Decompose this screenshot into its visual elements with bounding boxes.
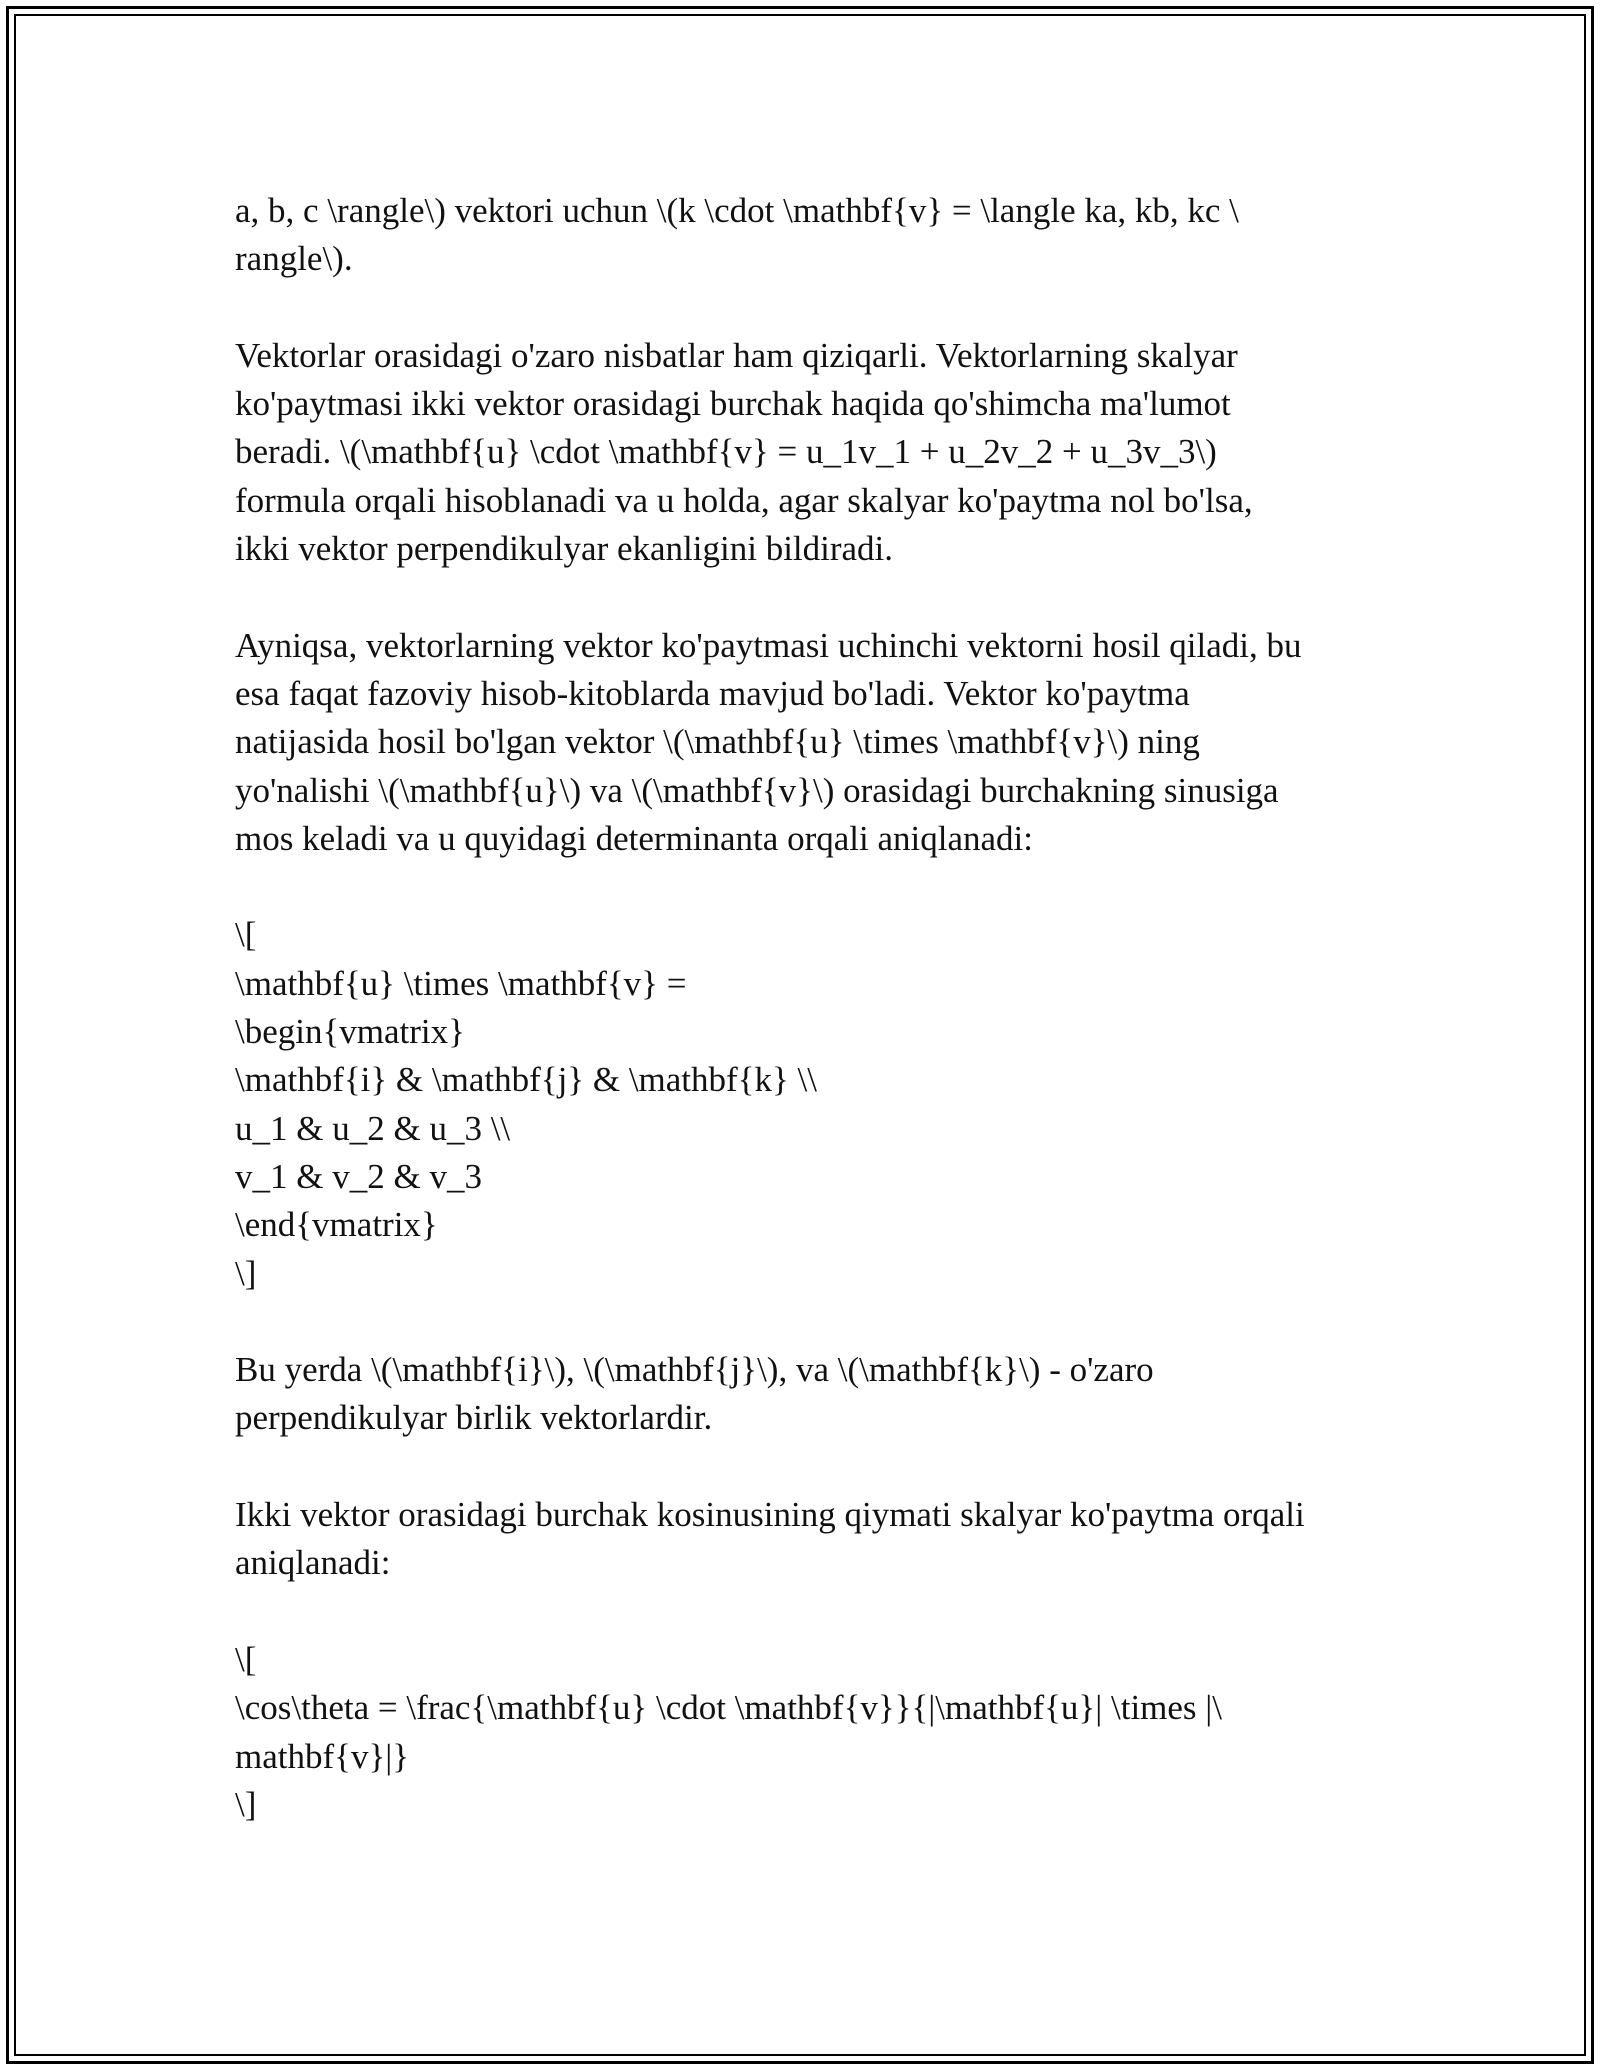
document-body <box>235 187 1375 1829</box>
text-line: Bu yerda \(\mathbf{i}\), \(\mathbf{j}\), va \(\mathbf{k}\) - o'zaro <box>235 1350 1154 1390</box>
text-line: ko'paytmasi ikki vektor orasidagi burchak haqida qo'shimcha ma'lumot <box>235 384 1231 424</box>
paragraph <box>235 1636 1375 1829</box>
text-line: \[ <box>235 1639 257 1679</box>
text-line: mathbf{v}|} <box>235 1736 410 1776</box>
text-line: \mathbf{i} & \mathbf{j} & \mathbf{k} \\ <box>235 1060 817 1100</box>
text-line: natijasida hosil bo'lgan vektor \(\mathbf{u} \times \mathbf{v}\) ning <box>235 722 1200 762</box>
text-line: ikki vektor perpendikulyar ekanligini bildiradi. <box>235 529 894 569</box>
text-line: yo'nalishi \(\mathbf{u}\) va \(\mathbf{v}\) orasidagi burchakning sinusiga <box>235 770 1279 810</box>
paragraph <box>235 332 1375 573</box>
text-line: u_1 & u_2 & u_3 \\ <box>235 1108 511 1148</box>
text-line: beradi. \(\mathbf{u} \cdot \mathbf{v} = u_1v_1 + u_2v_2 + u_3v_3\) <box>235 432 1217 472</box>
text-line: perpendikulyar birlik vektorlardir. <box>235 1398 713 1438</box>
text-line: rangle\). <box>235 239 353 279</box>
text-line: \] <box>235 1253 257 1293</box>
text-line: \end{vmatrix} <box>235 1205 438 1245</box>
paragraph <box>235 911 1375 1297</box>
text-line: \cos\theta = \frac{\mathbf{u} \cdot \mathbf{v}}{|\mathbf{u}| \times |\ <box>235 1688 1223 1728</box>
text-line: \mathbf{u} \times \mathbf{v} = <box>235 963 687 1003</box>
text-line: Ikki vektor orasidagi burchak kosinusining qiymati skalyar ko'paytma orqali <box>235 1495 1305 1535</box>
text-line: Ayniqsa, vektorlarning vektor ko'paytmasi uchinchi vektorni hosil qiladi, bu <box>235 625 1302 665</box>
paragraph <box>235 1346 1375 1443</box>
paragraph <box>235 187 1375 284</box>
text-line: aniqlanadi: <box>235 1543 391 1583</box>
paragraph <box>235 1491 1375 1588</box>
text-line: esa faqat fazoviy hisob-kitoblarda mavjud bo'ladi. Vektor ko'paytma <box>235 673 1190 713</box>
text-line: \begin{vmatrix} <box>235 1012 465 1052</box>
text-line: Vektorlar orasidagi o'zaro nisbatlar ham qiziqarli. Vektorlarning skalyar <box>235 335 1238 375</box>
paragraph <box>235 622 1375 863</box>
text-line: a, b, c \rangle\) vektori uchun \(k \cdot \mathbf{v} = \langle ka, kb, kc \ <box>235 191 1239 230</box>
text-line: formula orqali hisoblanadi va u holda, agar skalyar ko'paytma nol bo'lsa, <box>235 480 1253 520</box>
text-line: v_1 & v_2 & v_3 <box>235 1156 482 1196</box>
text-line: \] <box>235 1784 257 1824</box>
text-line: \[ <box>235 915 257 955</box>
text-line: mos keladi va u quyidagi determinanta orqali aniqlanadi: <box>235 818 1033 858</box>
